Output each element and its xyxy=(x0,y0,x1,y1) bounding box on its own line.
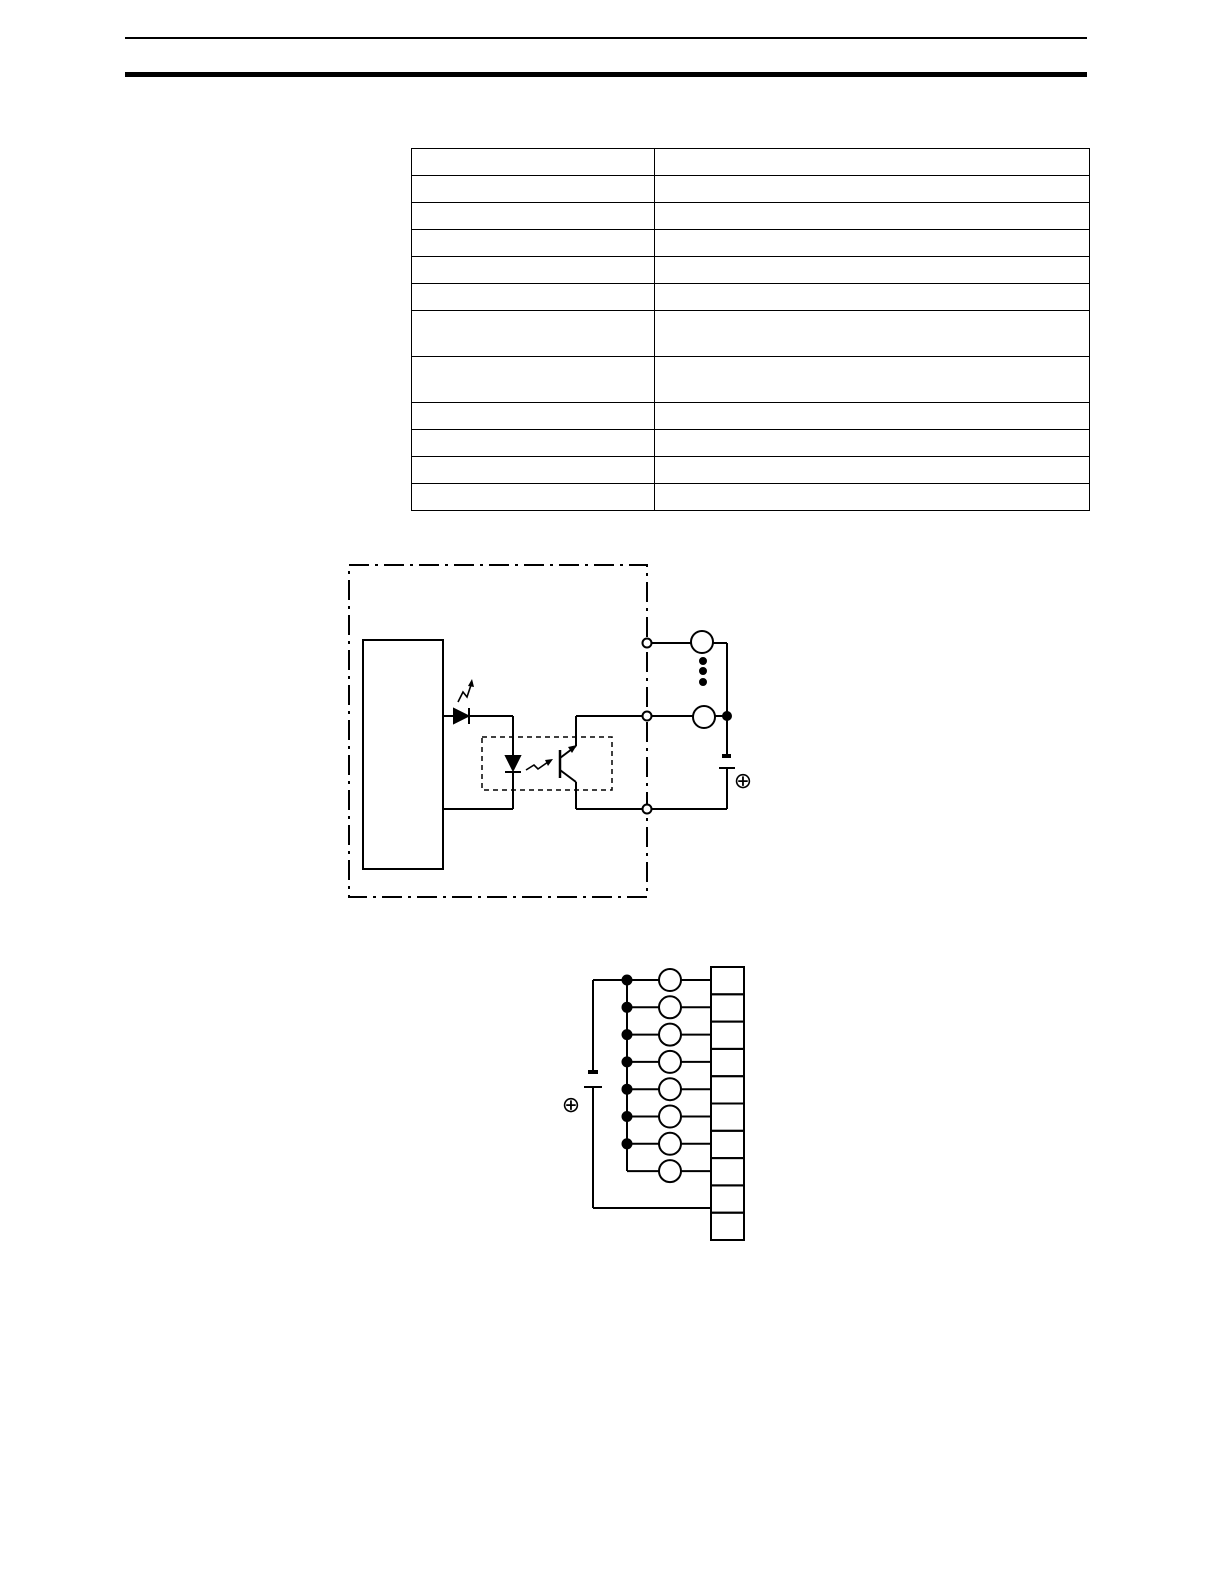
ellipsis-dot xyxy=(700,658,706,664)
terminal-wiring-diagram xyxy=(584,967,744,1240)
terminal-block xyxy=(711,967,744,1240)
photocoupler-icon xyxy=(505,716,577,809)
dc-power-supply-icon xyxy=(584,1072,602,1087)
plus-symbol: ⊕ xyxy=(733,768,753,793)
load-icon xyxy=(659,996,681,1018)
load-icon xyxy=(659,1051,681,1073)
load-icon xyxy=(659,1078,681,1100)
dc-power-supply-icon xyxy=(719,756,735,809)
output-terminal xyxy=(643,639,652,648)
terminal xyxy=(711,1049,744,1076)
ellipsis-dot xyxy=(700,668,706,674)
internal-circuit-block xyxy=(363,640,443,869)
load-icon xyxy=(659,1133,681,1155)
load-icon xyxy=(659,1024,681,1046)
load-group xyxy=(623,969,712,1182)
load-icon xyxy=(691,631,713,653)
output-circuit-diagram xyxy=(349,565,735,897)
common-terminal xyxy=(643,805,652,814)
terminal xyxy=(711,1131,744,1158)
terminal xyxy=(711,994,744,1021)
load-icon xyxy=(659,969,681,991)
load-icon xyxy=(659,1106,681,1128)
load-icon xyxy=(693,706,715,728)
plus-symbol: ⊕ xyxy=(561,1092,581,1117)
terminal xyxy=(711,1104,744,1131)
terminal xyxy=(711,1185,744,1212)
load-icon xyxy=(659,1160,681,1182)
indicator-led-icon xyxy=(443,679,513,724)
ellipsis-dot xyxy=(700,679,706,685)
terminal xyxy=(711,1158,744,1185)
junction-dot xyxy=(723,712,731,720)
terminal xyxy=(711,1022,744,1049)
unit-boundary xyxy=(349,565,647,897)
output-terminal xyxy=(643,712,652,721)
terminal xyxy=(711,1076,744,1103)
terminal xyxy=(711,1213,744,1240)
terminal xyxy=(711,967,744,994)
